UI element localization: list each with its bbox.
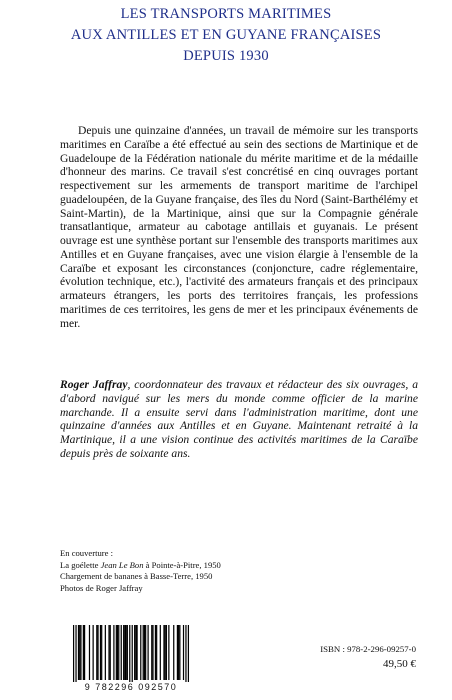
barcode-bar <box>160 625 161 680</box>
cover-credits-heading: En couverture : <box>60 548 113 558</box>
price: 49,50 € <box>383 658 416 670</box>
barcode-bar <box>127 625 128 680</box>
barcode-bar <box>145 625 146 680</box>
barcode-bar <box>116 625 117 680</box>
barcode-bar <box>152 625 153 680</box>
barcode-bar <box>147 625 148 680</box>
barcode-bar <box>132 625 133 685</box>
barcode-bar <box>144 625 145 680</box>
barcode-bar <box>100 625 101 680</box>
barcode-bar <box>113 625 114 680</box>
barcode-digits: 9 782296 092570 <box>62 682 200 692</box>
barcode-bar <box>155 625 156 680</box>
cover-credit-line-1 <box>60 560 320 572</box>
barcode-bar <box>168 625 169 680</box>
barcode-bar <box>101 625 102 680</box>
title-line-1: LES TRANSPORTS MARITIMES <box>120 6 332 22</box>
author-name: Roger Jaffray <box>60 378 128 391</box>
barcode-bar <box>123 625 124 680</box>
barcode-bar <box>185 625 186 685</box>
ship-name: Jean Le Bon <box>100 559 144 570</box>
author-bio <box>60 378 418 461</box>
cover-credit-line-3: Photos de Roger Jaffray <box>60 582 143 593</box>
barcode-bar <box>79 625 80 680</box>
barcode-bar <box>75 625 76 685</box>
barcode-bar <box>140 625 141 680</box>
cover-credit-suffix: à Pointe-à-Pitre, 1950 <box>143 559 221 570</box>
barcode-bar <box>110 625 111 680</box>
barcode-bar <box>83 625 84 680</box>
barcode-bar <box>124 625 125 680</box>
barcode-bar <box>126 625 127 680</box>
barcode-bar <box>89 625 90 680</box>
barcode-bar <box>188 625 189 685</box>
book-description: Depuis une quinzaine d'années, un travail de mémoire sur les transports maritimes en Caraïbe a été effectué au sein des sections de Martinique et de Guadeloupe de la Fédération nationale du mérite maritime et de la médaille d'honneur des marins. Ce travail s'est concrétisé en cinq ouvrages portant respectivement sur les armements de transport maritime de l'archipel guadeloupéen, de la Guyane française, des îles du Nord (Saint-Barthélémy et Saint-Martin), de la Martinique, ainsi que sur la Compagnie générale transatlantique, armateur au cabotage antillais et guyanais. Le présent ouvrage est une synthèse portant sur l'ensemble des transports maritimes aux Antilles et en Guyane françaises, avec une vision élargie à l'ensemble de la Caraïbe et exposant les circonstances (conjoncture, cadre réglementaire, évolution technique, etc.), l'activité des armateurs français et des principaux armateurs étrangers, les ports des territoires français, les professions maritimes de ces territoires, les gens de mer et les principaux événements de mer. <box>60 124 418 330</box>
barcode-bars <box>62 625 200 685</box>
barcode-bar <box>178 625 179 680</box>
title-line-3: DEPUIS 1930 <box>183 48 269 64</box>
cover-credit-line-2: Chargement de bananes à Basse-Terre, 1950 <box>60 571 213 581</box>
cover-credit-prefix: La goélette <box>60 559 101 570</box>
barcode-bar <box>129 625 130 685</box>
isbn: ISBN : 978-2-296-09257-0 <box>320 644 416 654</box>
barcode-bar <box>179 625 180 680</box>
barcode-bar <box>118 625 119 680</box>
barcode-bar <box>78 625 79 680</box>
barcode-bar <box>151 625 152 680</box>
barcode-bar <box>165 625 166 680</box>
barcode-bar <box>143 625 144 680</box>
book-title <box>0 4 452 67</box>
barcode-bar <box>177 625 178 680</box>
barcode-bar <box>96 625 97 680</box>
barcode-bar <box>121 625 122 680</box>
author-bio-text: , coordonnateur des travaux et rédacteur des six ouvrages, a d'abord navigué sur les mers du monde comme officier de la marine marchande. Il a ensuite servi dans l'administration maritime, dont une quinzaine d'années aux Antilles et en Guyane. Maintenant retraité à la Martinique, il a une vision continue des activités maritimes de la Caraïbe depuis près de soixante ans. <box>60 378 418 460</box>
barcode-bar <box>84 625 85 680</box>
barcode-bar <box>183 625 184 680</box>
barcode-bar <box>80 625 81 680</box>
barcode-bar <box>117 625 118 680</box>
barcode-bar <box>73 625 74 685</box>
barcode-bar <box>173 625 174 680</box>
barcode-bar <box>134 625 135 680</box>
barcode-bar <box>135 625 136 680</box>
cover-credits <box>60 548 320 594</box>
barcode-bar <box>97 625 98 680</box>
barcode-bar <box>105 625 106 680</box>
barcode-bar <box>93 625 94 680</box>
barcode <box>62 625 200 691</box>
barcode-bar <box>108 625 109 680</box>
barcode-bar <box>163 625 164 680</box>
barcode-bar <box>166 625 167 680</box>
title-line-2: AUX ANTILLES ET EN GUYANE FRANÇAISES <box>70 27 382 43</box>
barcode-bar <box>137 625 138 680</box>
barcode-bar <box>156 625 157 680</box>
